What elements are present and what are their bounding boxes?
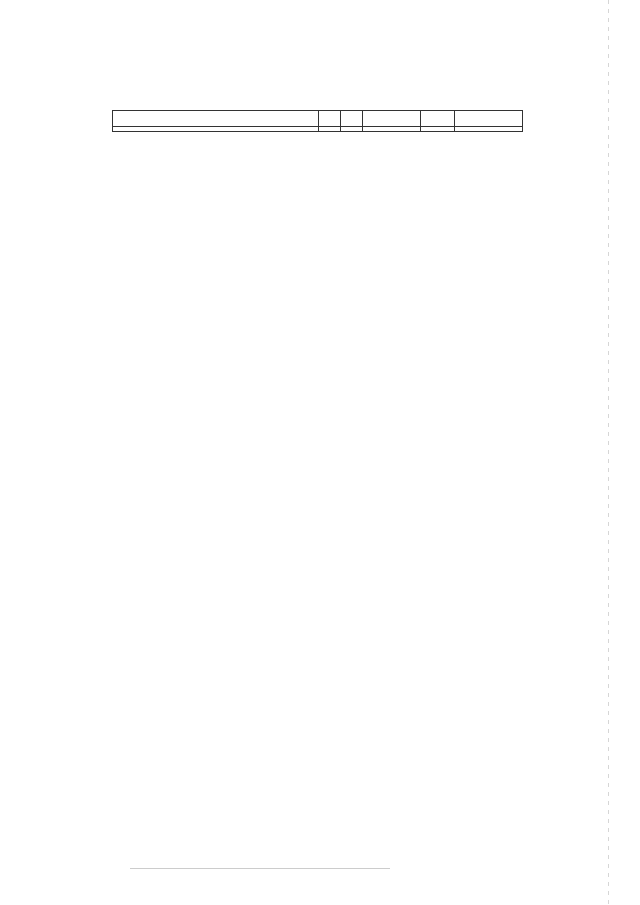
column-number <box>455 127 523 132</box>
column-number <box>319 127 341 132</box>
column-number-row <box>113 127 523 132</box>
column-header-expense-type <box>421 111 455 127</box>
budget-table-container <box>112 110 522 132</box>
column-number <box>113 127 319 132</box>
column-header-name <box>113 111 319 127</box>
column-header-amount <box>455 111 523 127</box>
column-number <box>363 127 421 132</box>
column-number <box>341 127 363 132</box>
budget-table <box>112 110 523 132</box>
column-header-section <box>319 111 341 127</box>
column-header-subsection <box>341 111 363 127</box>
column-number <box>421 127 455 132</box>
table-header-row <box>113 111 523 127</box>
scan-artifact-line <box>130 868 390 869</box>
column-header-target-article <box>363 111 421 127</box>
scan-edge-line <box>608 0 609 905</box>
